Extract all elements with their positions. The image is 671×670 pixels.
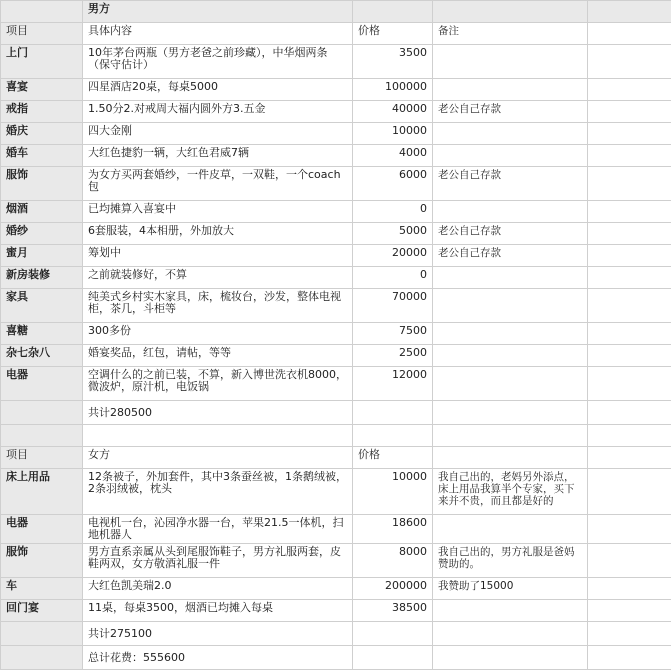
- item-cell[interactable]: 回门宴: [1, 600, 83, 622]
- price-cell[interactable]: 20000: [353, 245, 433, 267]
- empty-cell[interactable]: [588, 101, 671, 123]
- desc-cell[interactable]: 大红色凯美瑞2.0: [83, 578, 353, 600]
- groom-expense-row: [1, 167, 671, 201]
- desc-cell[interactable]: 11桌，每桌3500，烟酒已均摊入每桌: [83, 600, 353, 622]
- price-cell[interactable]: 3500: [353, 45, 433, 79]
- groom-expense-row: [1, 267, 671, 289]
- groom-expense-row: [1, 101, 671, 123]
- desc-cell[interactable]: 女方: [83, 447, 353, 469]
- item-cell[interactable]: 床上用品: [1, 469, 83, 515]
- item-cell[interactable]: 新房装修: [1, 267, 83, 289]
- item-cell[interactable]: 上门: [1, 45, 83, 79]
- item-cell[interactable]: 家具: [1, 289, 83, 323]
- header-item-cell[interactable]: 项目: [1, 23, 83, 45]
- empty-cell[interactable]: [588, 267, 671, 289]
- note-cell[interactable]: [433, 289, 588, 323]
- note-cell[interactable]: [433, 45, 588, 79]
- bride-expense-row: [1, 469, 671, 515]
- price-cell[interactable]: 2500: [353, 345, 433, 367]
- note-cell[interactable]: [433, 123, 588, 145]
- spacer-row: [1, 425, 671, 447]
- bride-total-row: [1, 622, 671, 646]
- item-cell[interactable]: 服饰: [1, 167, 83, 201]
- item-cell[interactable]: 戒指: [1, 101, 83, 123]
- desc-cell[interactable]: 12条被子，外加套件，其中3条蚕丝被，1条鹅绒被，2条羽绒被，枕头: [83, 469, 353, 515]
- groom-expense-row: [1, 79, 671, 101]
- desc-cell[interactable]: 1.50分2.对戒周大福内圆外方3.五金: [83, 101, 353, 123]
- empty-cell[interactable]: [588, 367, 671, 401]
- empty-cell[interactable]: [588, 167, 671, 201]
- price-cell[interactable]: 6000: [353, 167, 433, 201]
- item-cell[interactable]: 电器: [1, 515, 83, 544]
- groom-expense-row: [1, 201, 671, 223]
- empty-cell[interactable]: [353, 401, 433, 425]
- item-cell[interactable]: [1, 622, 83, 646]
- price-cell[interactable]: 0: [353, 201, 433, 223]
- header-desc-cell[interactable]: 具体内容: [83, 23, 353, 45]
- price-cell[interactable]: 5000: [353, 223, 433, 245]
- empty-cell[interactable]: [588, 401, 671, 425]
- empty-cell[interactable]: [588, 425, 671, 447]
- desc-cell[interactable]: 共计280500: [83, 401, 353, 425]
- empty-cell[interactable]: [588, 447, 671, 469]
- item-cell[interactable]: 烟酒: [1, 201, 83, 223]
- empty-cell[interactable]: [588, 578, 671, 600]
- bride-expense-row: [1, 600, 671, 622]
- empty-cell[interactable]: [588, 469, 671, 515]
- item-cell[interactable]: 喜宴: [1, 79, 83, 101]
- groom-expense-row: [1, 345, 671, 367]
- groom-expense-row: [1, 145, 671, 167]
- note-cell[interactable]: [433, 79, 588, 101]
- price-cell[interactable]: 40000: [353, 101, 433, 123]
- desc-cell[interactable]: 之前就装修好，不算: [83, 267, 353, 289]
- empty-cell[interactable]: [433, 425, 588, 447]
- price-cell[interactable]: 4000: [353, 145, 433, 167]
- note-cell[interactable]: [433, 600, 588, 622]
- desc-cell[interactable]: 大红色捷豹一辆，大红色君威7辆: [83, 145, 353, 167]
- groom-header-row: [1, 23, 671, 45]
- note-cell[interactable]: 老公自己存款: [433, 245, 588, 267]
- price-cell[interactable]: 7500: [353, 323, 433, 345]
- empty-cell[interactable]: [433, 622, 588, 646]
- empty-cell[interactable]: [588, 323, 671, 345]
- item-cell[interactable]: 项目: [1, 447, 83, 469]
- price-cell[interactable]: 0: [353, 267, 433, 289]
- empty-cell[interactable]: [588, 600, 671, 622]
- desc-cell[interactable]: 10年茅台两瓶（男方老爸之前珍藏），中华烟两条（保守估计）: [83, 45, 353, 79]
- desc-cell[interactable]: 男方直系亲属从头到尾服饰鞋子，男方礼服两套，皮鞋两双，女方敬酒礼服一件: [83, 544, 353, 578]
- empty-cell[interactable]: [433, 447, 588, 469]
- desc-cell[interactable]: 纯美式乡村实木家具，床，梳妆台，沙发，整体电视柜，茶几，斗柜等: [83, 289, 353, 323]
- bride-header-row: [1, 447, 671, 469]
- empty-cell[interactable]: [588, 646, 671, 670]
- note-cell[interactable]: 我自己出的，男方礼服是爸妈赞助的。: [433, 544, 588, 578]
- note-cell[interactable]: [433, 267, 588, 289]
- title-row: [1, 1, 671, 23]
- desc-cell[interactable]: 婚宴奖品，红包，请帖，等等: [83, 345, 353, 367]
- desc-cell[interactable]: 电视机一台，沁园净水器一台，苹果21.5一体机，扫地机器人: [83, 515, 353, 544]
- empty-cell[interactable]: [588, 622, 671, 646]
- empty-cell[interactable]: [433, 401, 588, 425]
- note-cell[interactable]: 我自己出的，老妈另外添点，床上用品我算半个专家，买下来并不贵，而且都是好的: [433, 469, 588, 515]
- empty-cell[interactable]: 价格: [353, 447, 433, 469]
- empty-cell[interactable]: [588, 223, 671, 245]
- groom-expense-row: [1, 245, 671, 267]
- price-cell[interactable]: 38500: [353, 600, 433, 622]
- price-cell[interactable]: 8000: [353, 544, 433, 578]
- groom-total-row: [1, 401, 671, 425]
- note-cell[interactable]: [433, 367, 588, 401]
- empty-cell[interactable]: [353, 1, 433, 23]
- empty-cell[interactable]: [588, 145, 671, 167]
- grand-total-row: [1, 646, 671, 670]
- desc-cell[interactable]: 共计275100: [83, 622, 353, 646]
- price-cell[interactable]: 70000: [353, 289, 433, 323]
- empty-cell[interactable]: [353, 425, 433, 447]
- empty-cell[interactable]: [588, 544, 671, 578]
- groom-expense-row: [1, 323, 671, 345]
- item-cell[interactable]: [1, 401, 83, 425]
- note-cell[interactable]: 老公自己存款: [433, 167, 588, 201]
- desc-cell[interactable]: 6套服装，4本相册，外加放大: [83, 223, 353, 245]
- price-cell[interactable]: 10000: [353, 469, 433, 515]
- bride-expense-row: [1, 544, 671, 578]
- desc-cell[interactable]: 筹划中: [83, 245, 353, 267]
- price-cell[interactable]: 200000: [353, 578, 433, 600]
- note-cell[interactable]: [433, 323, 588, 345]
- groom-expense-row: [1, 367, 671, 401]
- desc-cell[interactable]: 300多份: [83, 323, 353, 345]
- empty-cell[interactable]: [588, 201, 671, 223]
- empty-cell[interactable]: [588, 345, 671, 367]
- bride-expense-row: [1, 515, 671, 544]
- note-cell[interactable]: [433, 515, 588, 544]
- price-cell[interactable]: 10000: [353, 123, 433, 145]
- desc-cell[interactable]: 四星酒店20桌，每桌5000: [83, 79, 353, 101]
- empty-cell[interactable]: [353, 646, 433, 670]
- empty-cell[interactable]: [588, 45, 671, 79]
- empty-cell[interactable]: [588, 1, 671, 23]
- empty-cell[interactable]: [433, 1, 588, 23]
- item-cell[interactable]: 婚车: [1, 145, 83, 167]
- desc-cell[interactable]: 四大金刚: [83, 123, 353, 145]
- empty-cell[interactable]: [588, 289, 671, 323]
- groom-expense-row: [1, 289, 671, 323]
- note-cell[interactable]: [433, 201, 588, 223]
- groom-title-cell[interactable]: 男方: [83, 1, 353, 23]
- price-cell[interactable]: 100000: [353, 79, 433, 101]
- empty-cell[interactable]: [588, 123, 671, 145]
- empty-cell[interactable]: [588, 245, 671, 267]
- item-cell[interactable]: 喜糖: [1, 323, 83, 345]
- item-cell[interactable]: 电器: [1, 367, 83, 401]
- price-cell[interactable]: 12000: [353, 367, 433, 401]
- note-cell[interactable]: [433, 145, 588, 167]
- header-price-cell[interactable]: 价格: [353, 23, 433, 45]
- empty-cell[interactable]: [588, 79, 671, 101]
- item-cell[interactable]: 婚庆: [1, 123, 83, 145]
- desc-cell[interactable]: 为女方买两套婚纱，一件皮草，一双鞋，一个coach包: [83, 167, 353, 201]
- note-cell[interactable]: 老公自己存款: [433, 101, 588, 123]
- desc-cell[interactable]: 空调什么的之前已装，不算，新入博世洗衣机8000，微波炉，原汁机，电饭锅: [83, 367, 353, 401]
- desc-cell[interactable]: 已均摊算入喜宴中: [83, 201, 353, 223]
- item-cell[interactable]: 杂七杂八: [1, 345, 83, 367]
- groom-expense-row: [1, 223, 671, 245]
- header-note-cell[interactable]: 备注: [433, 23, 588, 45]
- note-cell[interactable]: 老公自己存款: [433, 223, 588, 245]
- empty-cell[interactable]: [433, 646, 588, 670]
- bride-expense-row: [1, 578, 671, 600]
- empty-cell[interactable]: [353, 622, 433, 646]
- corner-cell[interactable]: [1, 1, 83, 23]
- item-cell[interactable]: [1, 646, 83, 670]
- empty-cell[interactable]: [588, 515, 671, 544]
- note-cell[interactable]: [433, 345, 588, 367]
- price-cell[interactable]: 18600: [353, 515, 433, 544]
- item-cell[interactable]: 婚纱: [1, 223, 83, 245]
- item-cell[interactable]: [1, 425, 83, 447]
- item-cell[interactable]: 服饰: [1, 544, 83, 578]
- item-cell[interactable]: 蜜月: [1, 245, 83, 267]
- desc-cell[interactable]: [83, 425, 353, 447]
- item-cell[interactable]: 车: [1, 578, 83, 600]
- note-cell[interactable]: 我赞助了15000: [433, 578, 588, 600]
- empty-cell[interactable]: [588, 23, 671, 45]
- groom-expense-row: [1, 45, 671, 79]
- groom-expense-row: [1, 123, 671, 145]
- desc-cell[interactable]: 总计花费：555600: [83, 646, 353, 670]
